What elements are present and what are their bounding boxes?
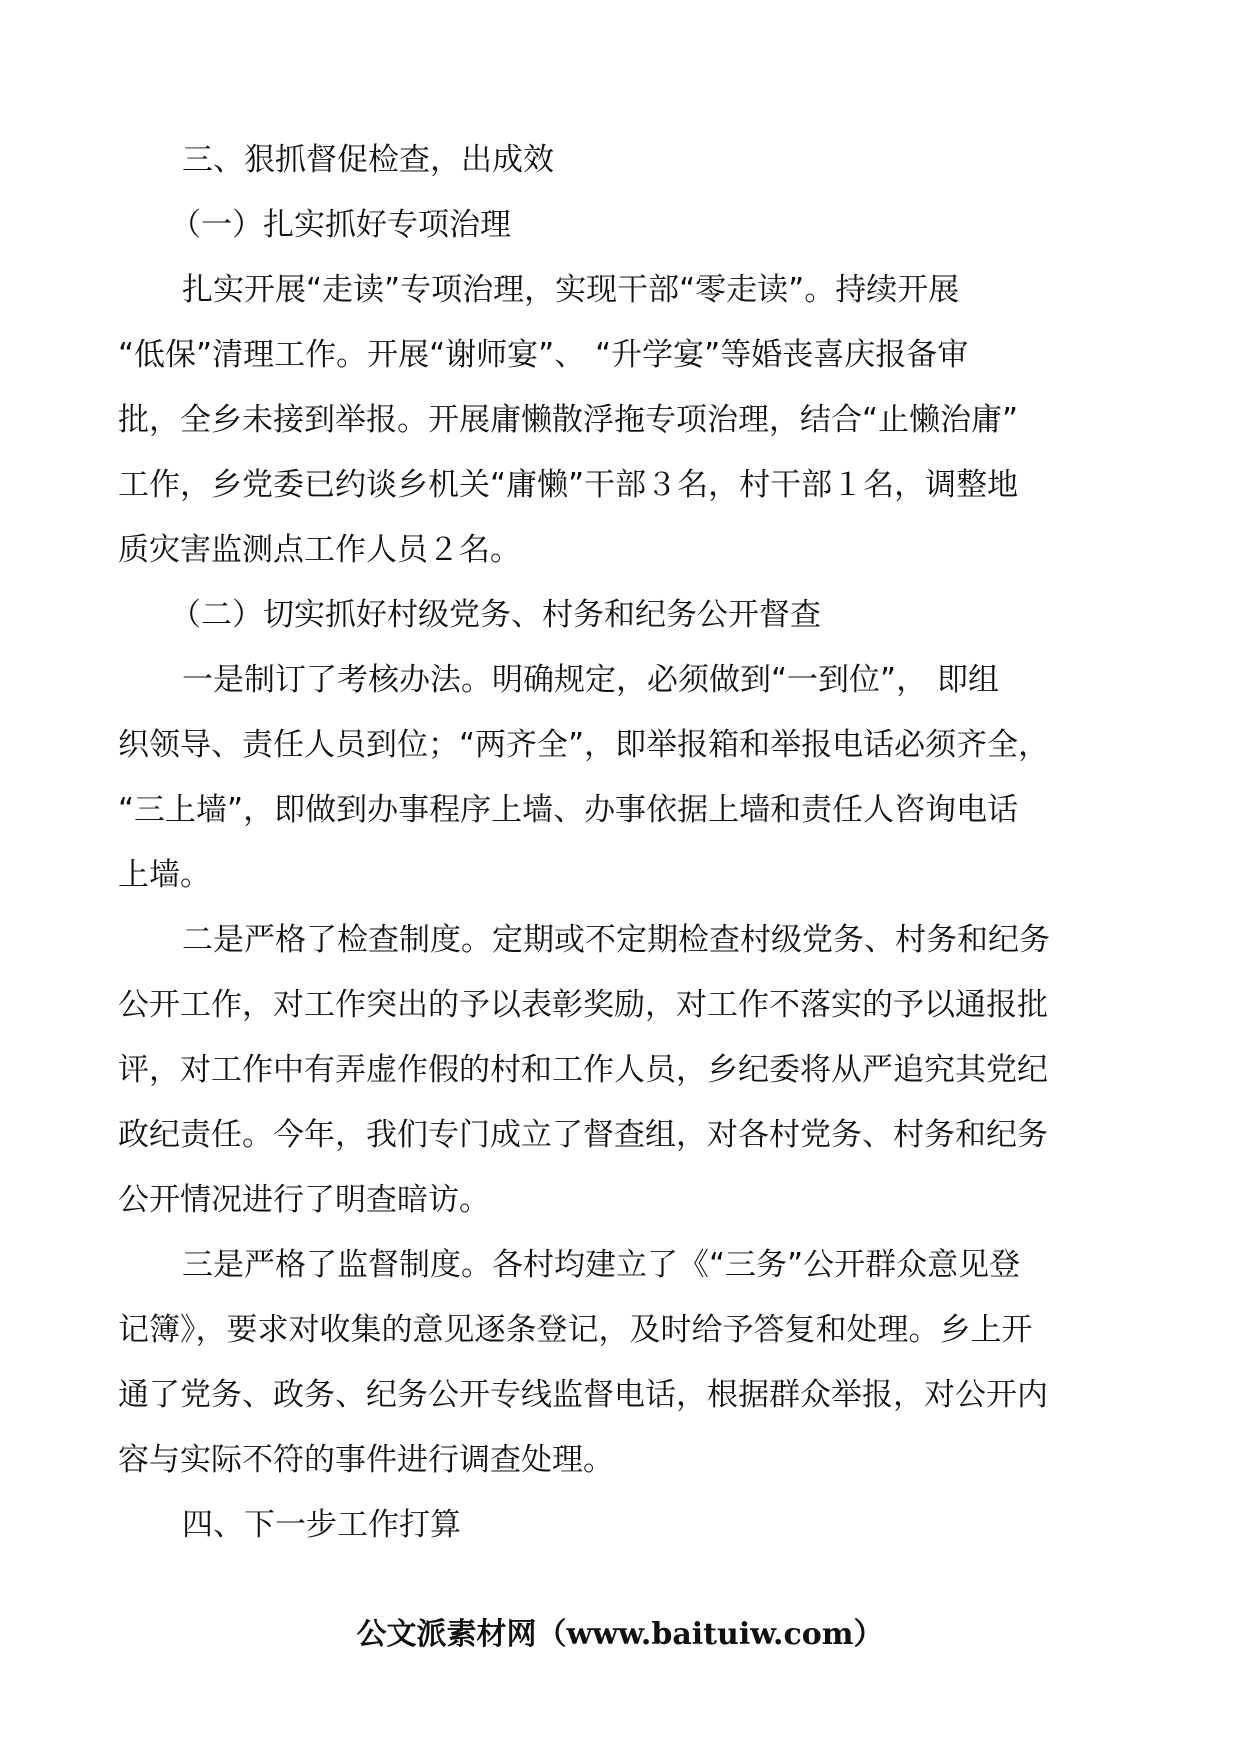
subsection-heading: （二）切实抓好村级党务、村务和纪务公开督查 — [170, 597, 821, 633]
paragraph-line: 记簿》，要求对收集的意见逐条登记，及时给予答复和处理。乡上开 — [118, 1312, 1033, 1348]
paragraph-line: 一是制订了考核办法。明确规定，必须做到“一到位”， 即组 — [182, 662, 999, 698]
paragraph-line: 容与实际不符的事件进行调查处理。 — [118, 1442, 614, 1478]
paragraph-line: 政纪责任。今年，我们专门成立了督查组，对各村党务、村务和纪务 — [118, 1117, 1048, 1153]
paragraph-line: 扎实开展“走读”专项治理，实现干部“零走读”。持续开展 — [182, 272, 960, 308]
footer-watermark-text: 公文派素材网（www.baituiw.com） — [356, 1617, 884, 1652]
paragraph-line: 批，全乡未接到举报。开展庸懒散浮拖专项治理，结合“止懒治庸” — [118, 402, 1019, 438]
paragraph-line: 质灾害监测点工作人员２名。 — [118, 532, 521, 568]
section-heading: 四、下一步工作打算 — [182, 1507, 461, 1543]
paragraph-line: 通了党务、政务、纪务公开专线监督电话，根据群众举报，对公开内 — [118, 1377, 1048, 1413]
paragraph-line: 公开工作，对工作突出的予以表彰奖励，对工作不落实的予以通报批 — [118, 987, 1048, 1023]
section-heading: 三、狠抓督促检查，出成效 — [182, 142, 554, 178]
paragraph-line: “三上墙”，即做到办事程序上墙、办事依据上墙和责任人咨询电话 — [118, 792, 1019, 828]
subsection-heading: （一）扎实抓好专项治理 — [170, 207, 511, 243]
document-body — [118, 128, 1128, 1558]
paragraph-line: 三是严格了监督制度。各村均建立了《“三务”公开群众意见登 — [182, 1247, 1021, 1283]
paragraph-line: “低保”清理工作。开展“谢师宴”、 “升学宴”等婚丧喜庆报备审 — [118, 337, 969, 373]
paragraph-line: 织领导、责任人员到位；“两齐全”，即举报箱和举报电话必须齐全， — [118, 727, 1050, 763]
paragraph-line: 公开情况进行了明查暗访。 — [118, 1182, 490, 1218]
paragraph-line: 上墙。 — [118, 857, 211, 893]
paragraph-line: 评，对工作中有弄虚作假的村和工作人员，乡纪委将从严追究其党纪 — [118, 1052, 1048, 1088]
paragraph-line: 工作，乡党委已约谈乡机关“庸懒”干部３名，村干部１名，调整地 — [118, 467, 1019, 503]
paragraph-line: 二是严格了检查制度。定期或不定期检查村级党务、村务和纪务 — [182, 922, 1050, 958]
